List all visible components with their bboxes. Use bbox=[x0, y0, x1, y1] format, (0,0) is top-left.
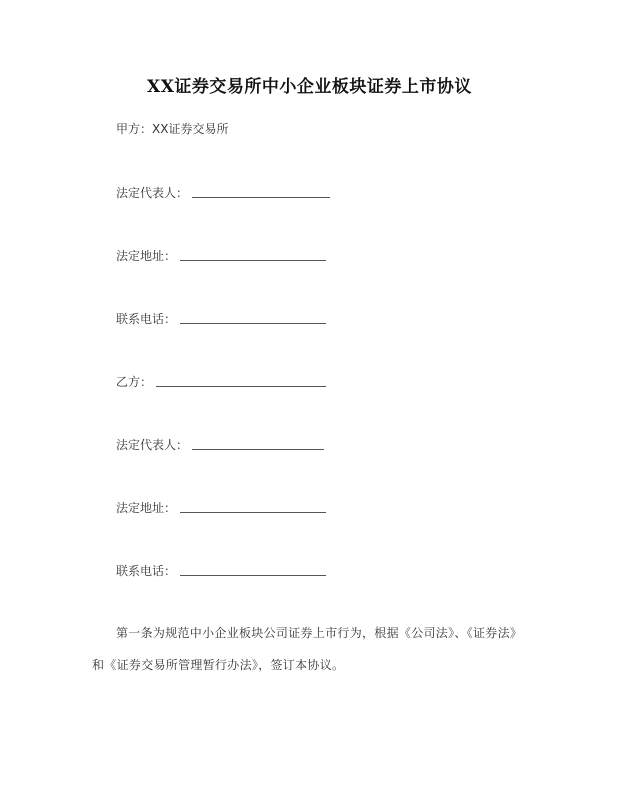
party-a-line bbox=[116, 120, 228, 137]
party-a-address-blank[interactable] bbox=[180, 259, 326, 261]
party-b-label: 乙方： bbox=[116, 375, 153, 389]
party-b-phone-line bbox=[116, 562, 326, 579]
party-a-label: 甲方： bbox=[116, 122, 153, 136]
party-b-legal-rep-blank[interactable] bbox=[192, 448, 324, 450]
party-b-address-blank[interactable] bbox=[180, 511, 326, 513]
party-a-legal-rep-label: 法定代表人： bbox=[116, 186, 189, 200]
party-a-phone-blank[interactable] bbox=[180, 322, 326, 324]
party-a-value: XX证券交易所 bbox=[152, 122, 229, 136]
article-1-line-2: 和《证券交易所管理暂行办法》，签订本协议。 bbox=[92, 658, 345, 672]
document-title: XX证券交易所中小企业板块证券上市协议 bbox=[147, 77, 472, 97]
party-b-phone-blank[interactable] bbox=[180, 574, 326, 576]
party-a-phone-label: 联系电话： bbox=[116, 312, 177, 326]
party-a-address-label: 法定地址： bbox=[116, 249, 177, 263]
party-a-phone-line bbox=[116, 310, 326, 327]
party-b-blank[interactable] bbox=[156, 385, 326, 387]
party-b-legal-rep-label: 法定代表人： bbox=[116, 438, 189, 452]
party-b-line bbox=[116, 373, 326, 390]
party-a-legal-rep-line bbox=[116, 184, 330, 201]
party-b-address-label: 法定地址： bbox=[116, 501, 177, 515]
party-b-legal-rep-line bbox=[116, 436, 324, 453]
party-b-phone-label: 联系电话： bbox=[116, 564, 177, 578]
party-b-address-line bbox=[116, 499, 326, 516]
party-a-address-line bbox=[116, 247, 326, 264]
article-1-line-1: 第一条为规范中小企业板块公司证券上市行为，根据《公司法》、《证券法》 bbox=[116, 626, 523, 640]
party-a-legal-rep-blank[interactable] bbox=[192, 196, 330, 198]
